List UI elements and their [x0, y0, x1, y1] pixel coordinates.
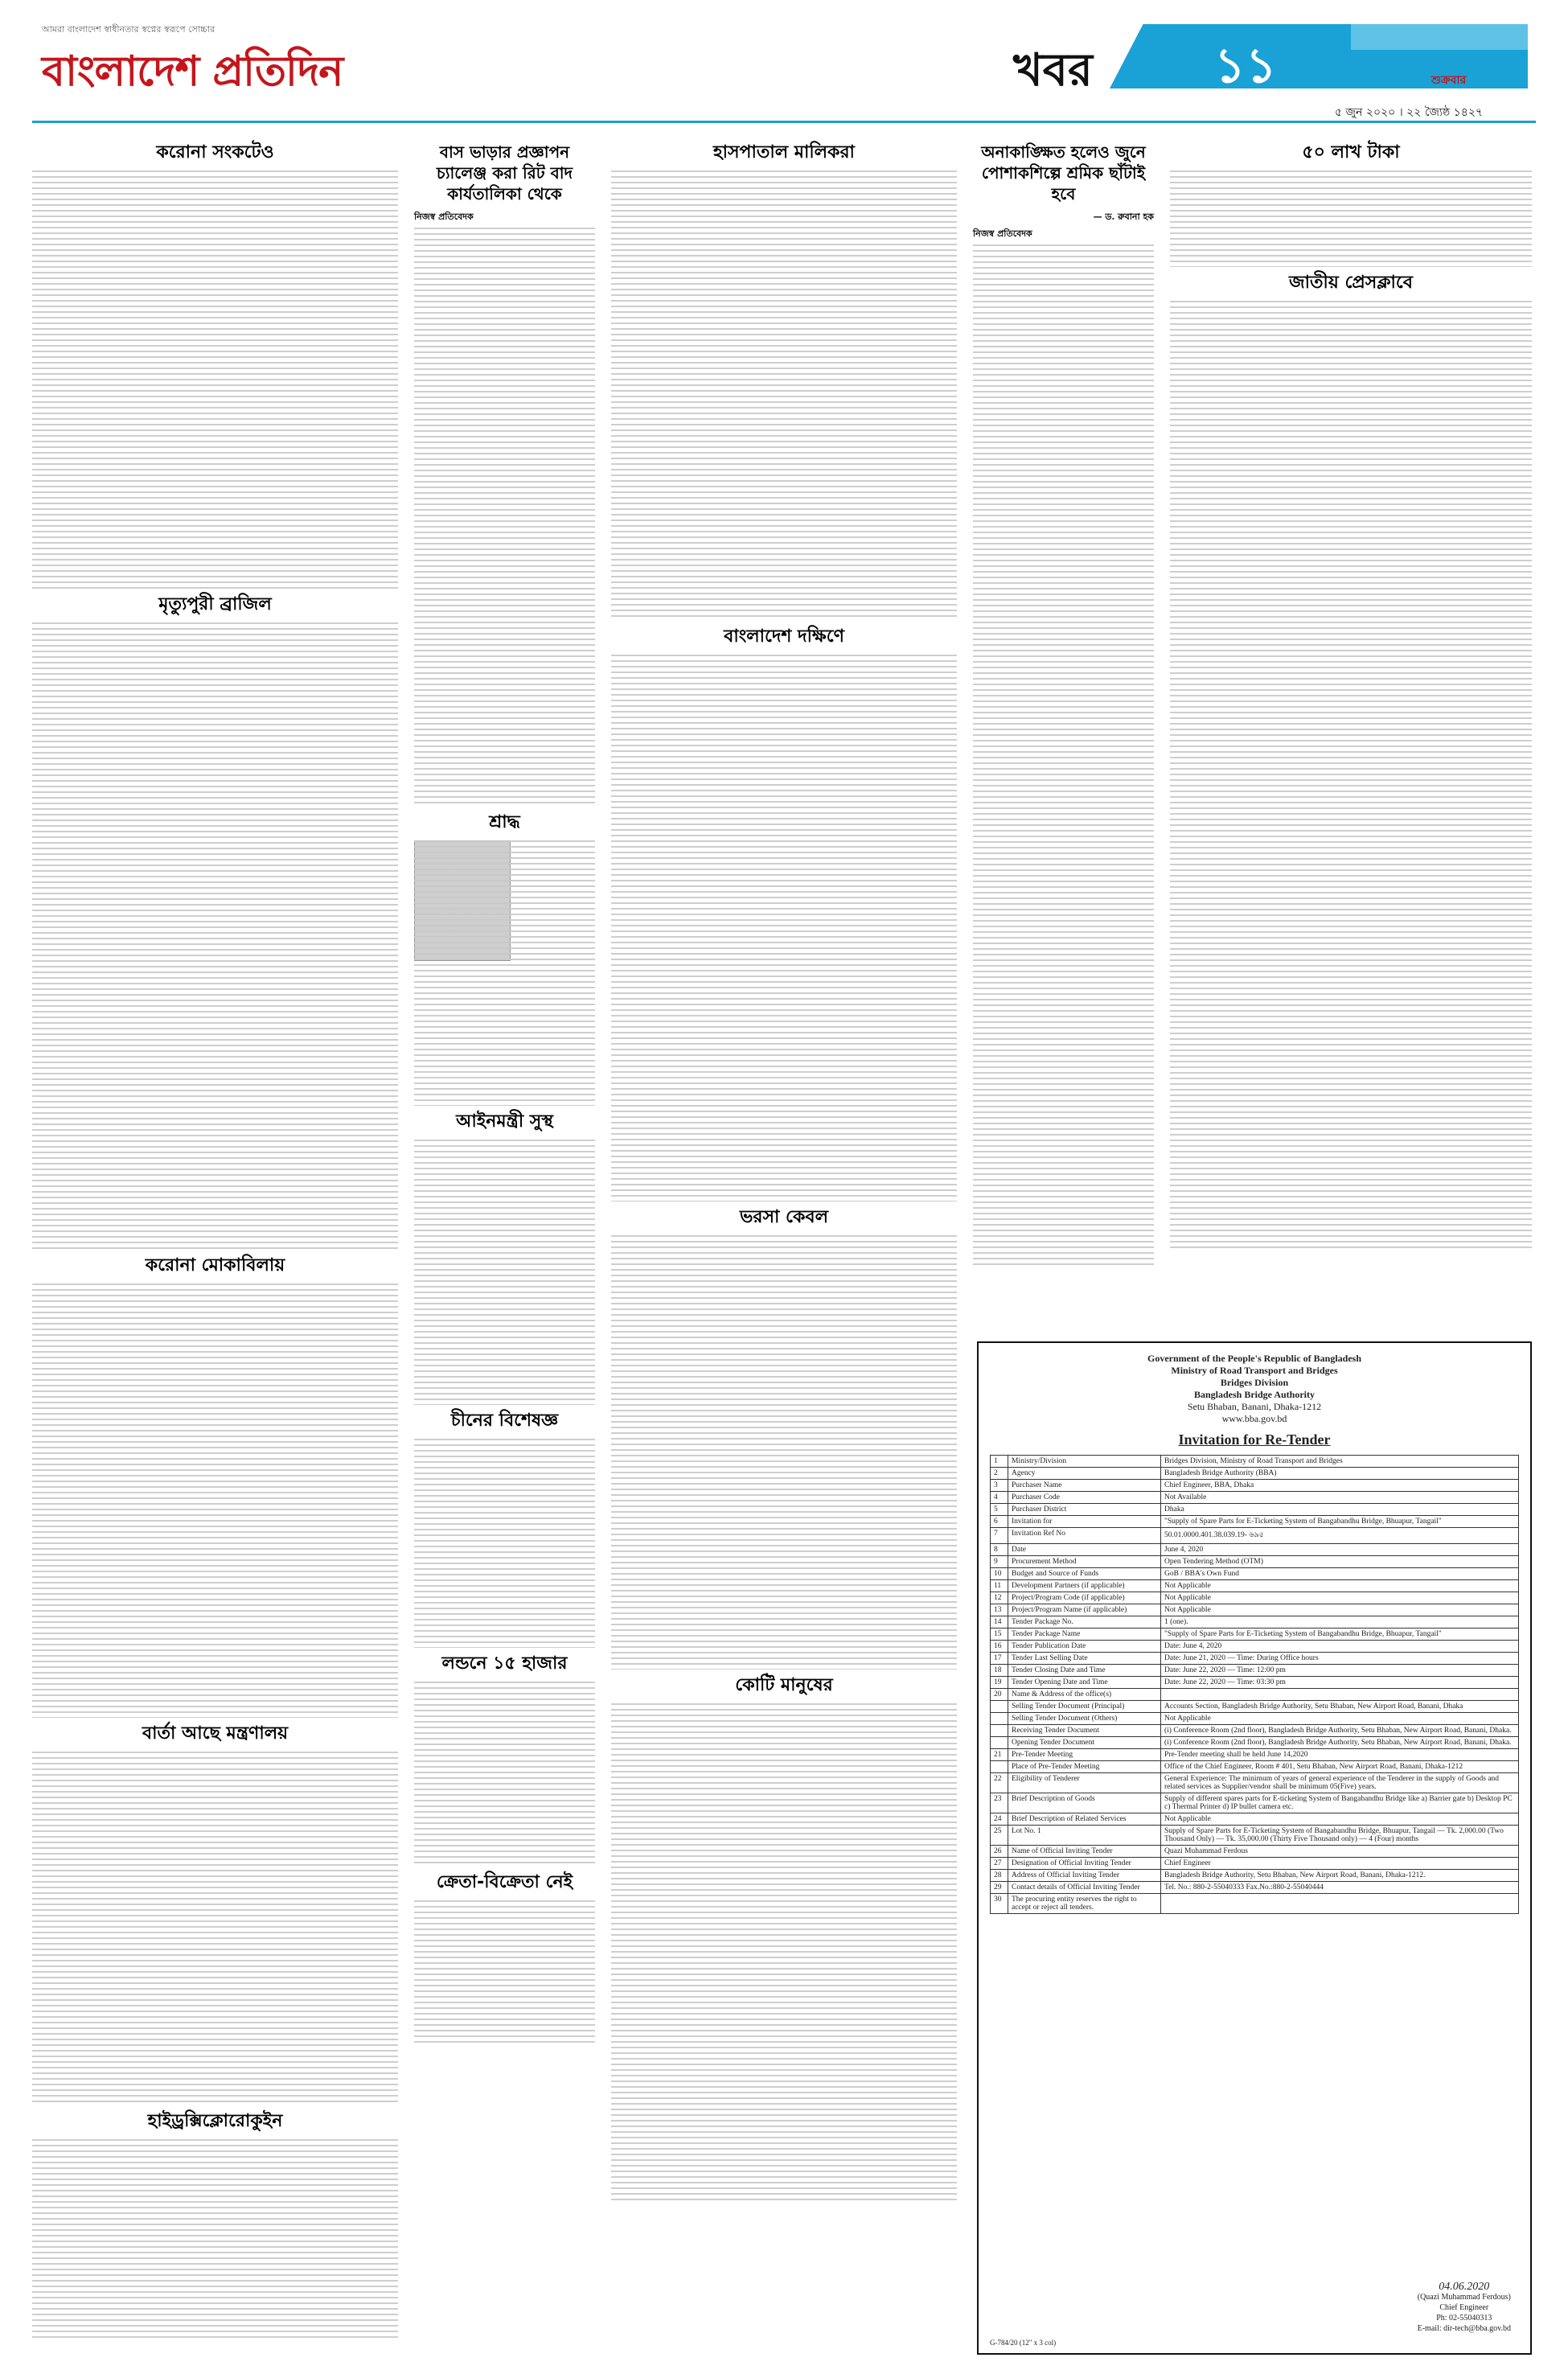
signer-email[interactable]: E-mail: dir-tech@bba.gov.bd	[1417, 2324, 1511, 2333]
article-body	[414, 1682, 595, 1867]
article-body	[32, 2139, 398, 2340]
tender-row	[991, 1725, 1519, 1737]
row-label: Tender Opening Date and Time	[1008, 1677, 1161, 1689]
article-body	[32, 1284, 398, 1718]
row-number: 8	[991, 1544, 1008, 1556]
row-number: 9	[991, 1556, 1008, 1568]
row-number: 6	[991, 1516, 1008, 1528]
row-number: 21	[991, 1749, 1008, 1761]
row-value: (i) Conference Room (2nd floor), Bangladesh Bridge Authority, Setu Bhaban, New Airport Road, Banani, Dhaka.	[1161, 1737, 1519, 1749]
authority-website[interactable]: www.bba.gov.bd	[1221, 1413, 1287, 1424]
row-value: Dhaka	[1161, 1504, 1519, 1516]
row-number: 5	[991, 1504, 1008, 1516]
tender-row	[991, 1504, 1519, 1516]
signature-block	[1418, 2282, 1511, 2334]
row-value: Pre-Tender meeting shall be held June 14,2020	[1161, 1749, 1519, 1761]
row-number: 30	[991, 1894, 1008, 1914]
row-label: Development Partners (if applicable)	[1008, 1580, 1161, 1592]
badge-accent	[1351, 24, 1528, 50]
row-value: General Experience: The minimum of years of general experience of the Tenderer in the supply of Goods and related services as Supplier/vendor shall be minimum 05(Five) years.	[1161, 1773, 1519, 1793]
issue-date: ৫ জুন ২০২০ । ২২ জ্যৈষ্ঠ ১৪২৭	[1335, 106, 1484, 119]
tender-row	[991, 1870, 1519, 1882]
row-value: Open Tendering Method (OTM)	[1161, 1556, 1519, 1568]
headline[interactable]: হাসপাতাল মালিকরা	[713, 142, 855, 162]
row-label: Tender Package Name	[1008, 1629, 1161, 1641]
headline[interactable]: শ্রাদ্ধ	[489, 812, 520, 832]
row-number: 18	[991, 1665, 1008, 1677]
headline[interactable]: মৃত্যুপুরী ব্রাজিল	[158, 594, 272, 614]
row-number: 16	[991, 1641, 1008, 1653]
row-label: Procurement Method	[1008, 1556, 1161, 1568]
logo-tagline: আমরা বাংলাদেশ স্বাধীনতার স্বপ্নের স্বরূপে সোচ্চার	[42, 24, 215, 35]
byline: নিজস্ব প্রতিবেদক	[973, 228, 1032, 239]
headline[interactable]: করোনা সংকটেও	[156, 142, 274, 162]
article-body	[32, 1752, 398, 2105]
tender-row	[991, 1528, 1519, 1544]
headline-quote-author: — ড. রুবানা হক	[1093, 212, 1154, 222]
row-value: Supply of Spare Parts for E-Ticketing System of Bangabandhu Bridge, Bhuapur, Tangail — Tk. 2,000.00 (Two Thousand Only) — Tk. 35,000.00 (Thirty Five Thousand only) — 4 (Four) months	[1161, 1826, 1519, 1846]
article-body	[32, 170, 398, 589]
authority-name: Bangladesh Bridge Authority	[1193, 1389, 1316, 1400]
row-label: Place of Pre-Tender Meeting	[1008, 1761, 1161, 1773]
headline[interactable]: ক্রেতা-বিক্রেতা নেই	[436, 1872, 573, 1892]
row-label: Project/Program Code (if applicable)	[1008, 1592, 1161, 1604]
row-label: Name & Address of the office(s)	[1008, 1689, 1161, 1701]
row-number: 17	[991, 1653, 1008, 1665]
row-label: Brief Description of Goods	[1008, 1793, 1161, 1813]
headline[interactable]: অনাকাঙ্ক্ষিত হলেও জুনে পোশাকশিল্পে শ্রমিক ছাঁটাই হবে	[981, 142, 1146, 203]
row-number: 27	[991, 1858, 1008, 1870]
row-label: Contact details of Official Inviting Tender	[1008, 1882, 1161, 1894]
tender-row	[991, 1894, 1519, 1914]
row-value: Bridges Division, Ministry of Road Transport and Bridges	[1161, 1456, 1519, 1468]
headline[interactable]: হাইড্রক্সিক্লোরোকুইন	[147, 2111, 283, 2131]
article-body	[973, 244, 1154, 1266]
article-body	[611, 1703, 957, 2202]
tender-row	[991, 1580, 1519, 1592]
tender-row	[991, 1592, 1519, 1604]
row-label: Designation of Official Inviting Tender	[1008, 1858, 1161, 1870]
tender-row	[991, 1689, 1519, 1701]
row-label: Project/Program Name (if applicable)	[1008, 1604, 1161, 1616]
row-value: GoB / BBA's Own Fund	[1161, 1568, 1519, 1580]
obituary	[414, 840, 595, 1106]
row-value: June 4, 2020	[1161, 1544, 1519, 1556]
row-number: 3	[991, 1480, 1008, 1492]
row-label: Tender Publication Date	[1008, 1641, 1161, 1653]
row-number	[991, 1725, 1008, 1737]
row-label: Selling Tender Document (Others)	[1008, 1713, 1161, 1725]
row-number: 13	[991, 1604, 1008, 1616]
tender-row	[991, 1544, 1519, 1556]
row-label: Tender Closing Date and Time	[1008, 1665, 1161, 1677]
article-body	[611, 1235, 957, 1670]
row-label: Purchaser Code	[1008, 1492, 1161, 1504]
row-number: 10	[991, 1568, 1008, 1580]
tender-row	[991, 1665, 1519, 1677]
authority-address: Setu Bhaban, Banani, Dhaka-1212	[1187, 1401, 1322, 1412]
tender-row	[991, 1568, 1519, 1580]
row-label: The procuring entity reserves the right to accept or reject all tenders.	[1008, 1894, 1161, 1914]
row-value: Chief Engineer, BBA, Dhaka	[1161, 1480, 1519, 1492]
row-label: Pre-Tender Meeting	[1008, 1749, 1161, 1761]
tender-row	[991, 1616, 1519, 1629]
article-body	[414, 1439, 595, 1648]
row-value: Bangladesh Bridge Authority, Setu Bhaban, New Airport Road, Banani, Dhaka-1212.	[1161, 1870, 1519, 1882]
row-number	[991, 1761, 1008, 1773]
tender-row	[991, 1641, 1519, 1653]
article-body	[414, 1900, 595, 2045]
tender-row	[991, 1846, 1519, 1858]
article-body	[414, 1140, 595, 1405]
tender-row	[991, 1492, 1519, 1504]
row-number: 14	[991, 1616, 1008, 1629]
signer-title: Chief Engineer	[1439, 2303, 1489, 2312]
tender-row	[991, 1882, 1519, 1894]
headline[interactable]: চীনের বিশেষজ্ঞ	[450, 1411, 559, 1431]
article-body	[611, 655, 957, 1201]
tender-table	[990, 1455, 1519, 1914]
article-body	[32, 622, 398, 1250]
row-number: 25	[991, 1826, 1008, 1846]
row-number: 2	[991, 1468, 1008, 1480]
tender-row	[991, 1653, 1519, 1665]
byline: নিজস্ব প্রতিবেদক	[414, 212, 474, 222]
column-5	[1170, 137, 1532, 1327]
article-body	[1170, 170, 1532, 267]
row-number: 7	[991, 1528, 1008, 1544]
headline[interactable]: কোটি মানুষের	[735, 1675, 833, 1695]
tender-row	[991, 1826, 1519, 1846]
row-value: Tel. No.: 880-2-55040333 Fax.No.:880-2-55040444	[1161, 1882, 1519, 1894]
row-number: 15	[991, 1629, 1008, 1641]
row-label: Ministry/Division	[1008, 1456, 1161, 1468]
row-value: Not Applicable	[1161, 1713, 1519, 1725]
row-value: Supply of different spares parts for E-ticketing System of Bangabandhu Bridge like a) Barrier gate b) Desktop PC c) Thermal Printer d) IP bullet camera etc.	[1161, 1793, 1519, 1813]
row-label: Agency	[1008, 1468, 1161, 1480]
row-value: (i) Conference Room (2nd floor), Bangladesh Bridge Authority, Setu Bhaban, New Airport Road, Banani, Dhaka.	[1161, 1725, 1519, 1737]
tender-row	[991, 1713, 1519, 1725]
tender-row	[991, 1813, 1519, 1826]
row-value	[1161, 1689, 1519, 1701]
row-value: Not Applicable	[1161, 1813, 1519, 1826]
issue-day: শুক্রবার	[1431, 74, 1467, 87]
tender-row	[991, 1793, 1519, 1813]
row-label: Opening Tender Document	[1008, 1737, 1161, 1749]
row-value: "Supply of Spare Parts for E-Ticketing System of Bangabandhu Bridge, Bhuapur, Tangail"	[1161, 1629, 1519, 1641]
row-value: Date: June 22, 2020 — Time: 12:00 pm	[1161, 1665, 1519, 1677]
row-number: 11	[991, 1580, 1008, 1592]
row-label: Address of Official Inviting Tender	[1008, 1870, 1161, 1882]
row-label: Invitation for	[1008, 1516, 1161, 1528]
row-value: Bangladesh Bridge Authority (BBA)	[1161, 1468, 1519, 1480]
headline[interactable]: বার্তা আছে মন্ত্রণালয়	[142, 1723, 289, 1744]
tender-row	[991, 1629, 1519, 1641]
row-number	[991, 1713, 1008, 1725]
tender-advertisement	[977, 1341, 1532, 2355]
row-label: Budget and Source of Funds	[1008, 1568, 1161, 1580]
article-body	[414, 840, 595, 1106]
signer-name: (Quazi Muhammad Ferdous)	[1417, 2293, 1511, 2302]
article-body	[414, 228, 595, 807]
headline[interactable]: ৫০ লাখ টাকা	[1302, 142, 1400, 162]
tender-row	[991, 1677, 1519, 1689]
row-label: Selling Tender Document (Principal)	[1008, 1701, 1161, 1713]
row-value: "Supply of Spare Parts for E-Ticketing System of Bangabandhu Bridge, Bhuapur, Tangail"	[1161, 1516, 1519, 1528]
tender-row	[991, 1701, 1519, 1713]
row-value: 1 (one).	[1161, 1616, 1519, 1629]
tender-row	[991, 1761, 1519, 1773]
row-value: Not Applicable	[1161, 1604, 1519, 1616]
division-name: Bridges Division	[1220, 1377, 1289, 1388]
sign-date: 04.06.2020	[1439, 2281, 1490, 2293]
row-number: 12	[991, 1592, 1008, 1604]
row-value: Date: June 4, 2020	[1161, 1641, 1519, 1653]
row-number: 20	[991, 1689, 1008, 1701]
column-2	[414, 137, 595, 2356]
article-body	[611, 170, 957, 621]
row-number: 24	[991, 1813, 1008, 1826]
row-label: Purchaser Name	[1008, 1480, 1161, 1492]
row-value: Not Applicable	[1161, 1592, 1519, 1604]
row-value: Not Applicable	[1161, 1580, 1519, 1592]
tender-row	[991, 1749, 1519, 1761]
ministry-name: Ministry of Road Transport and Bridges	[1171, 1365, 1338, 1376]
tender-row	[991, 1737, 1519, 1749]
headline[interactable]: ভরসা কেবল	[739, 1207, 829, 1227]
row-value: Not Available	[1161, 1492, 1519, 1504]
row-number: 22	[991, 1773, 1008, 1793]
row-label: Tender Last Selling Date	[1008, 1653, 1161, 1665]
row-number: 1	[991, 1456, 1008, 1468]
row-label: Eligibility of Tenderer	[1008, 1773, 1161, 1793]
article-body	[1170, 301, 1532, 1250]
headline[interactable]: বাস ভাড়ার প্রজ্ঞাপন চ্যালেঞ্জ করা রিট বাদ কার্যতালিকা থেকে	[436, 142, 573, 203]
row-value: Date: June 22, 2020 — Time: 03:30 pm	[1161, 1677, 1519, 1689]
row-number: 26	[991, 1846, 1008, 1858]
row-number: 23	[991, 1793, 1008, 1813]
tender-row	[991, 1858, 1519, 1870]
row-label: Receiving Tender Document	[1008, 1725, 1161, 1737]
column-3	[611, 137, 957, 2356]
header-rule	[32, 121, 1536, 123]
row-label: Purchaser District	[1008, 1504, 1161, 1516]
gov-name: Government of the People's Republic of Bangladesh	[1147, 1353, 1361, 1364]
row-value: 50.01.0000.401.38.039.19- ৬৯৫	[1161, 1528, 1519, 1544]
column-1	[32, 137, 398, 2356]
row-label: Name of Official Inviting Tender	[1008, 1846, 1161, 1858]
headline[interactable]: জাতীয় প্রেসক্লাবে	[1288, 273, 1414, 293]
headline[interactable]: আইনমন্ত্রী সুস্থ	[456, 1111, 553, 1132]
row-value: Office of the Chief Engineer, Room # 401, Setu Bhaban, New Airport Road, Banani, Dhaka-1212	[1161, 1761, 1519, 1773]
headline[interactable]: বাংলাদেশ দক্ষিণে	[724, 626, 844, 647]
row-number	[991, 1737, 1008, 1749]
page-category: খবর	[1013, 44, 1093, 97]
row-value: Accounts Section, Bangladesh Bridge Authority, Setu Bhaban, New Airport Road, Banani, Dhaka	[1161, 1701, 1519, 1713]
tender-row	[991, 1604, 1519, 1616]
page-number: ১১	[1214, 38, 1277, 94]
tender-row	[991, 1773, 1519, 1793]
row-label: Date	[1008, 1544, 1161, 1556]
row-label: Lot No. 1	[1008, 1826, 1161, 1846]
signer-phone: Ph: 02-55040313	[1436, 2314, 1492, 2323]
row-value	[1161, 1894, 1519, 1914]
row-number: 4	[991, 1492, 1008, 1504]
row-label: Brief Description of Related Services	[1008, 1813, 1161, 1826]
column-4	[973, 137, 1154, 1327]
row-number: 29	[991, 1882, 1008, 1894]
row-value: Date: June 21, 2020 — Time: During Office hours	[1161, 1653, 1519, 1665]
tender-row	[991, 1556, 1519, 1568]
tender-row	[991, 1468, 1519, 1480]
tender-row	[991, 1516, 1519, 1528]
tender-row	[991, 1456, 1519, 1468]
row-label: Tender Package No.	[1008, 1616, 1161, 1629]
row-number	[991, 1701, 1008, 1713]
tender-row	[991, 1480, 1519, 1492]
newspaper-logo: বাংলাদেশ প্রতিদিন	[42, 47, 343, 96]
row-value: Chief Engineer	[1161, 1858, 1519, 1870]
row-value: Quazi Muhammad Ferdous	[1161, 1846, 1519, 1858]
row-number: 28	[991, 1870, 1008, 1882]
row-label: Invitation Ref No	[1008, 1528, 1161, 1544]
headline[interactable]: করোনা মোকাবিলায়	[145, 1255, 285, 1275]
row-number: 19	[991, 1677, 1008, 1689]
ad-reference: G-784/20 (12" x 3 col)	[990, 2339, 1057, 2347]
headline[interactable]: লন্ডনে ১৫ হাজার	[441, 1653, 568, 1674]
tender-title: Invitation for Re-Tender	[1178, 1431, 1331, 1448]
